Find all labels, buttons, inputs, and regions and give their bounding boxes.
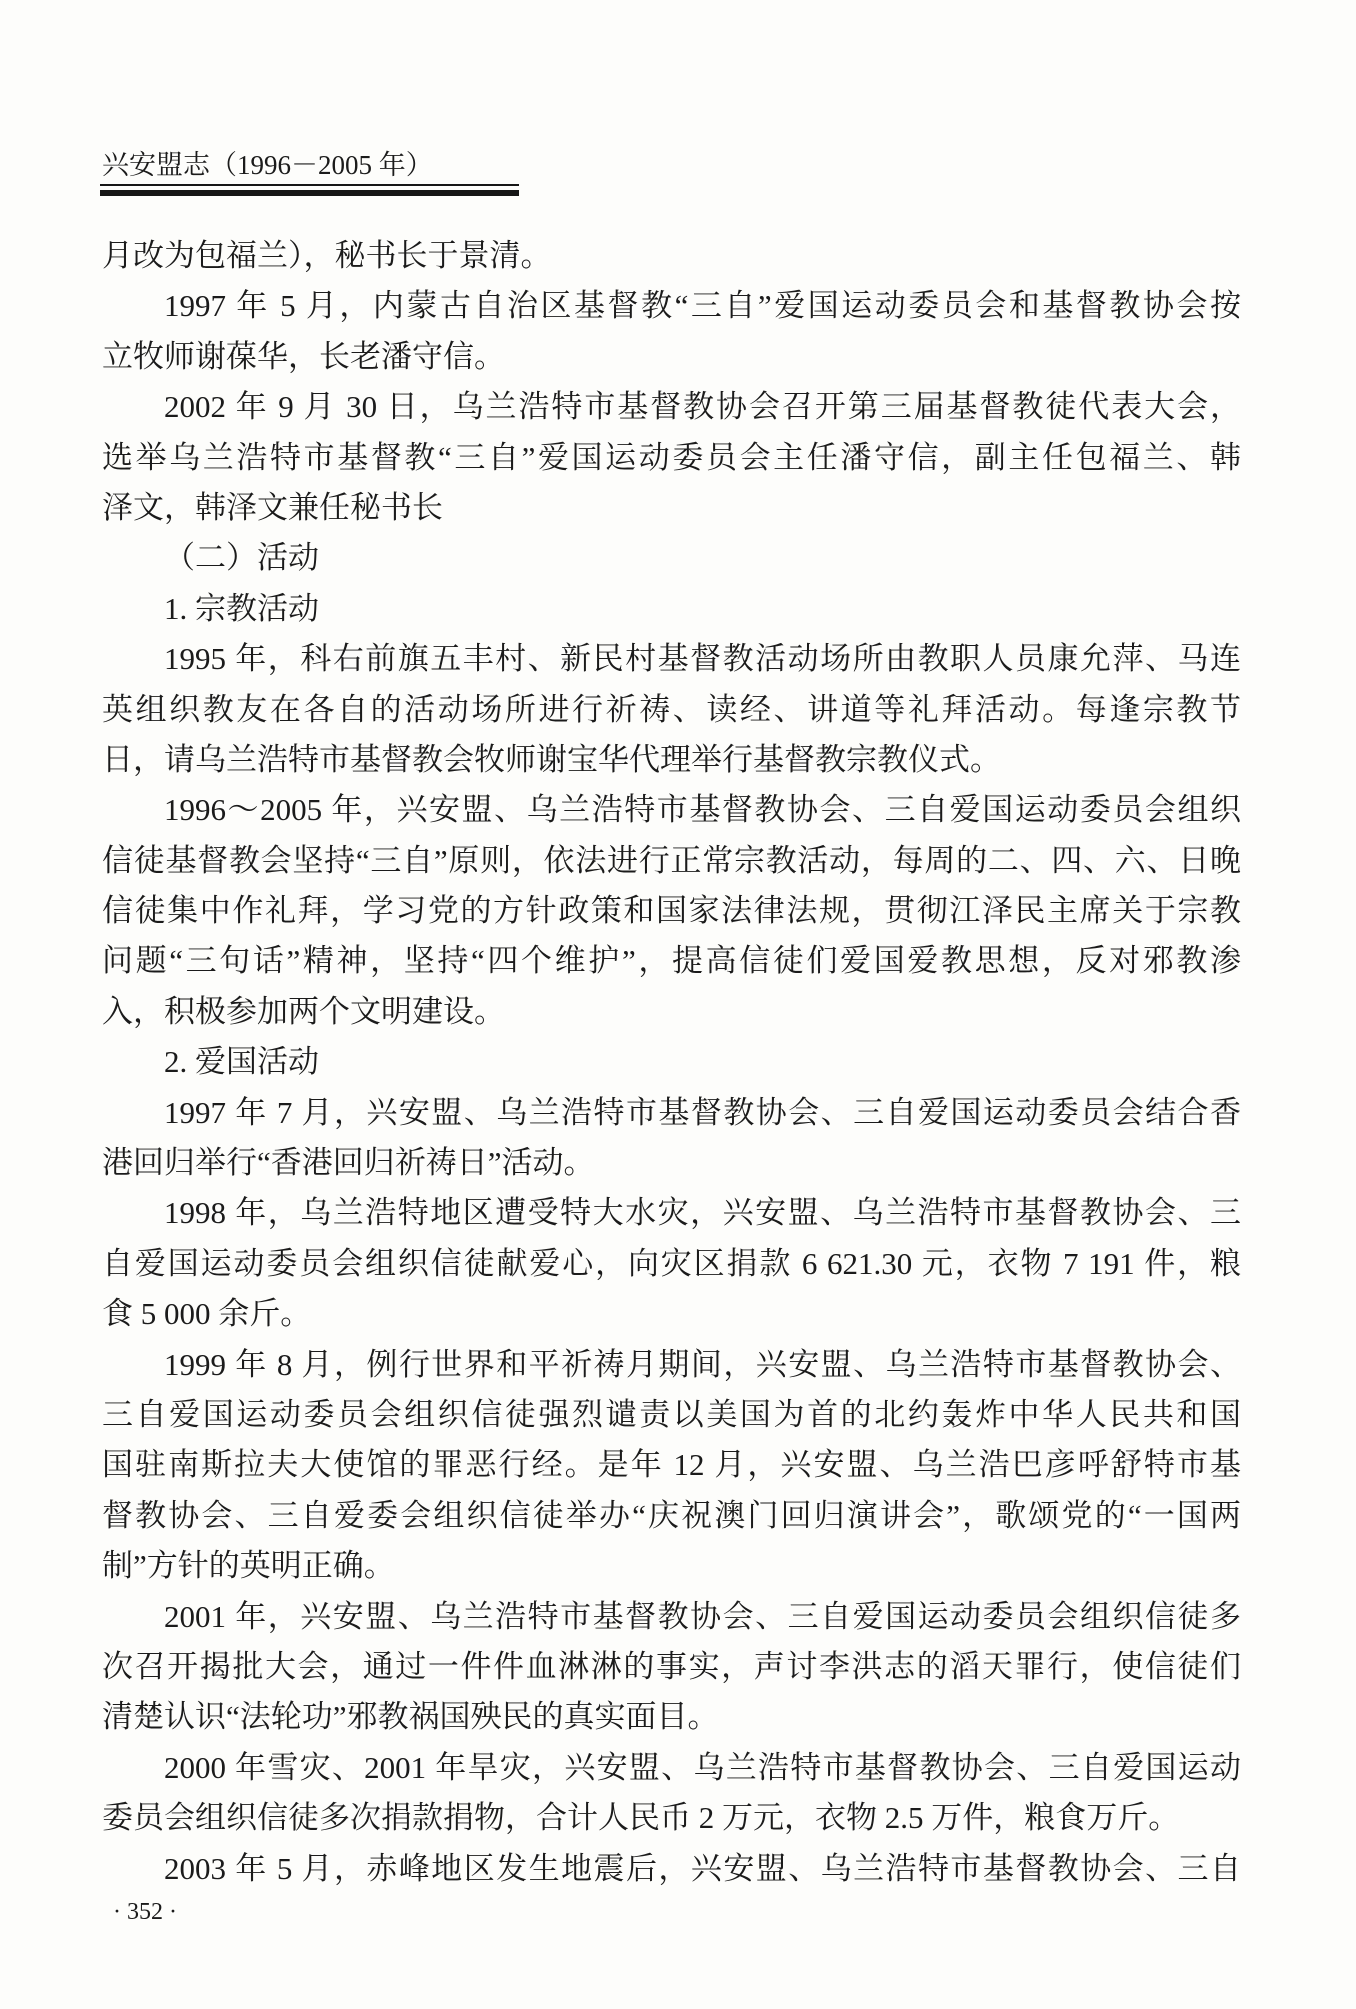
paragraph: [102, 382, 1241, 533]
text-line: 督教协会、三自爱委会组织信徒举办“庆祝澳门回归演讲会”，歌颂党的“一国两: [102, 1497, 1241, 1533]
text-line: 食 5 000 余斤。: [102, 1296, 312, 1332]
text-line: 1998 年，乌兰浩特地区遭受特大水灾，兴安盟、乌兰浩特市基督教协会、三: [164, 1195, 1241, 1231]
paragraph: [102, 1592, 1241, 1743]
text-line: 1996～2005 年，兴安盟、乌兰浩特市基督教协会、三自爱国运动委员会组织: [164, 792, 1241, 828]
text-line: 月改为包福兰），秘书长于景清。: [102, 238, 552, 273]
header-rule-thin: [100, 184, 519, 186]
paragraph: [102, 634, 1241, 785]
text-line: 英组织教友在各自的活动场所进行祈祷、读经、讲道等礼拜活动。每逢宗教节: [102, 691, 1241, 727]
text-line: 1999 年 8 月，例行世界和平祈祷月期间，兴安盟、乌兰浩特市基督教协会、: [164, 1346, 1241, 1382]
text-line: 2003 年 5 月，赤峰地区发生地震后，兴安盟、乌兰浩特市基督教协会、三自: [164, 1850, 1241, 1886]
subsection-heading: 1. 宗教活动: [164, 590, 319, 626]
paragraph: [102, 1743, 1241, 1844]
text-line: 港回归举行“香港回归祈祷日”活动。: [102, 1145, 595, 1181]
text-line: 三自爱国运动委员会组织信徒强烈谴责以美国为首的北约轰炸中华人民共和国: [102, 1396, 1241, 1432]
text-line: 次召开揭批大会，通过一件件血淋淋的事实，声讨李洪志的滔天罪行，使信徒们: [102, 1648, 1241, 1684]
paragraph: [102, 1188, 1241, 1339]
text-line: 委员会组织信徒多次捐款捐物，合计人民币 2 万元，衣物 2.5 万件，粮食万斤。: [102, 1800, 1180, 1836]
text-line: 1995 年，科右前旗五丰村、新民村基督教活动场所由教职人员康允萍、马连: [164, 641, 1241, 677]
paragraph: [102, 785, 1241, 1037]
page-number: · 352 ·: [113, 1899, 177, 1925]
text-line: 泽文，韩泽文兼任秘书长: [102, 489, 443, 525]
text-line: 国驻南斯拉夫大使馆的罪恶行经。是年 12 月，兴安盟、乌兰浩巴彦呼舒特市基: [102, 1447, 1241, 1483]
paragraph: [102, 1844, 1241, 1894]
text-line: 立牧师谢葆华，长老潘守信。: [102, 338, 505, 374]
text-line: 1997 年 5 月，内蒙古自治区基督教“三自”爱国运动委员会和基督教协会按: [164, 288, 1241, 324]
body-text: [102, 231, 1241, 1894]
text-line: 信徒集中作礼拜，学习党的方针政策和国家法律法规，贯彻江泽民主席关于宗教: [102, 893, 1241, 929]
text-line: 信徒基督教会坚持“三自”原则，依法进行正常宗教活动，每周的二、四、六、日晚: [102, 842, 1241, 878]
paragraph: [102, 1088, 1241, 1189]
text-line: 清楚认识“法轮功”邪教祸国殃民的真实面目。: [102, 1699, 719, 1735]
text-line: 自爱国运动委员会组织信徒献爱心，向灾区捐款 6 621.30 元，衣物 7 191 件，粮: [102, 1245, 1241, 1281]
text-line: 2002 年 9 月 30 日，乌兰浩特市基督教协会召开第三届基督教徒代表大会，: [164, 389, 1241, 425]
paragraph: [102, 1340, 1241, 1592]
text-line: 2001 年，兴安盟、乌兰浩特市基督教协会、三自爱国运动委员会组织信徒多: [164, 1598, 1241, 1634]
text-line: 日，请乌兰浩特市基督教会牧师谢宝华代理举行基督教宗教仪式。: [102, 741, 1001, 777]
text-line: 问题“三句话”精神，坚持“四个维护”，提高信徒们爱国爱教思想，反对邪教渗: [102, 943, 1241, 979]
text-line: 2000 年雪灾、2001 年旱灾，兴安盟、乌兰浩特市基督教协会、三自爱国运动: [164, 1749, 1241, 1785]
text-line: 入，积极参加两个文明建设。: [102, 993, 505, 1029]
paragraph: [102, 281, 1241, 382]
text-line: 选举乌兰浩特市基督教“三自”爱国运动委员会主任潘守信，副主任包福兰、韩: [102, 439, 1241, 475]
running-header-title: 兴安盟志（1996－2005 年）: [102, 150, 433, 180]
text-line: 1997 年 7 月，兴安盟、乌兰浩特市基督教协会、三自爱国运动委员会结合香: [164, 1094, 1241, 1130]
section-heading: （二）活动: [164, 540, 319, 576]
header-rule-thick: [100, 190, 519, 196]
text-line: 制”方针的英明正确。: [102, 1548, 395, 1584]
subsection-heading: 2. 爱国活动: [164, 1044, 319, 1080]
paragraph: [102, 231, 1241, 281]
